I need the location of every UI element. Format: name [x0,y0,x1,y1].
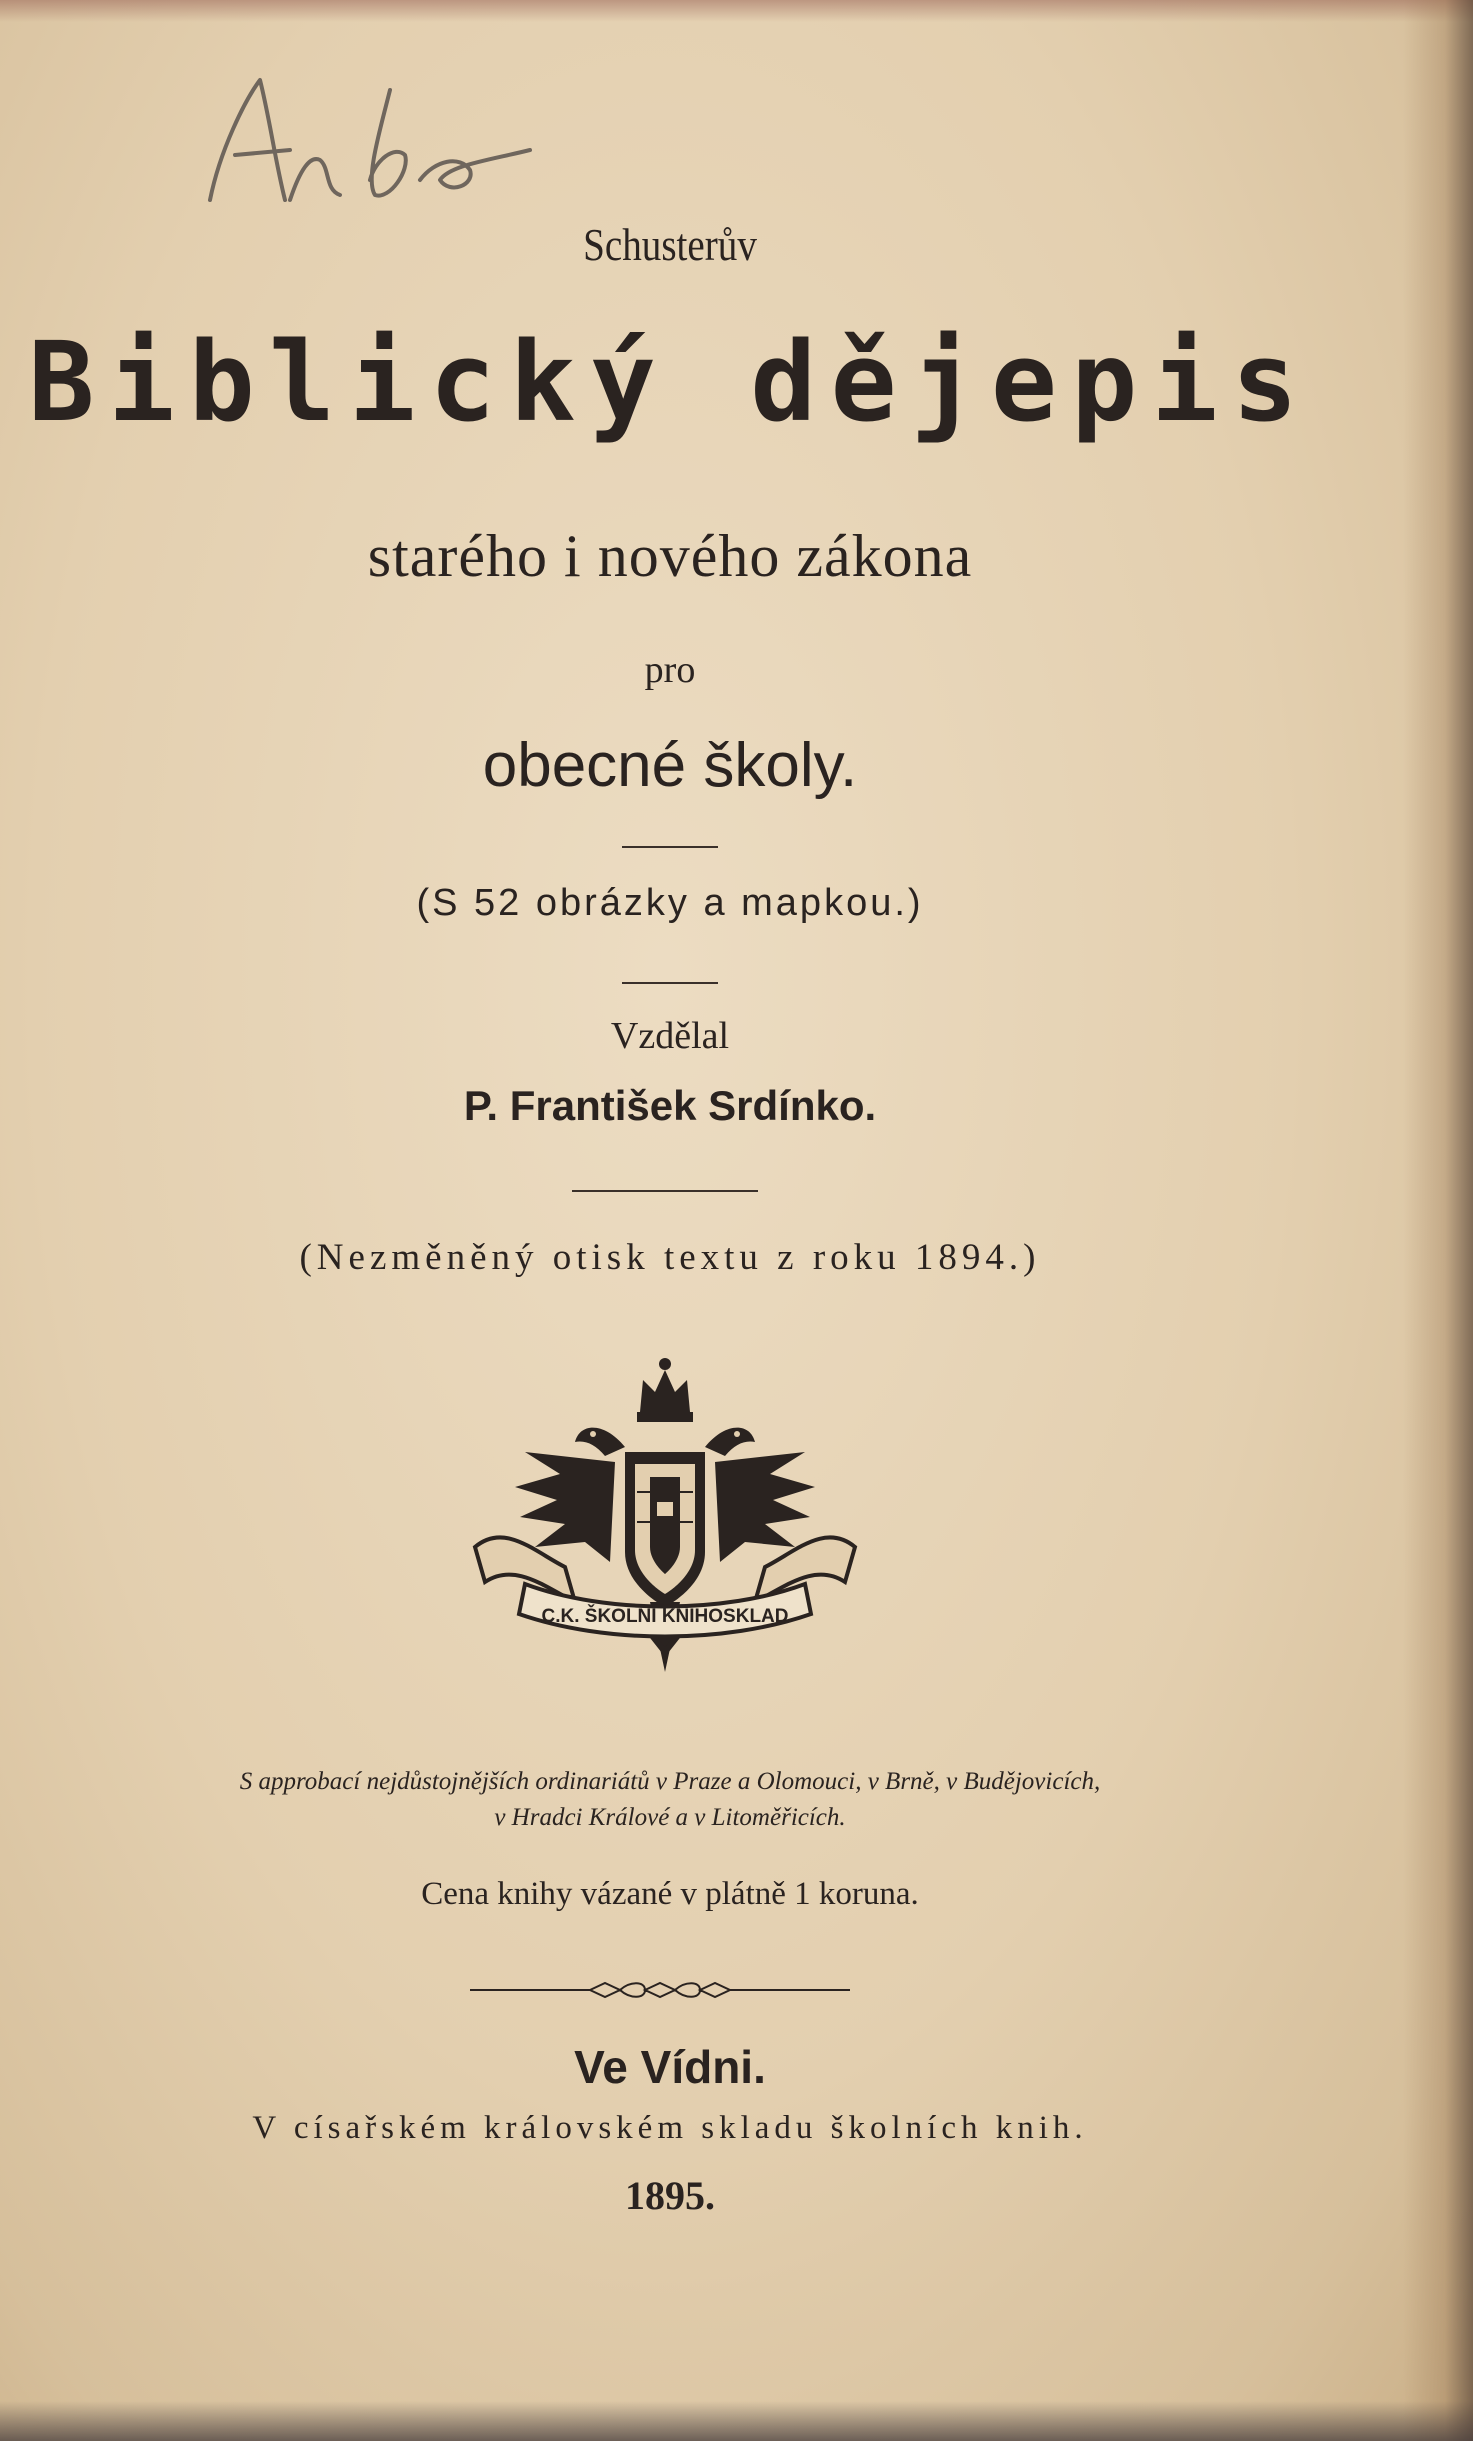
audience-line: obecné školy. [482,731,858,800]
editor-label: Vzdělal [610,1015,730,1057]
publisher-line: V císařském královském skladu školních knih. [252,2110,1088,2146]
imperial-eagle-crest [465,1352,865,1712]
pencil-signature [190,60,550,240]
illustrations-note: (S 52 obrázky a mapkou.) [416,882,924,924]
subtitle-preposition: pro [644,649,696,691]
author-prefix: Schusterův [583,219,757,270]
price-line: Cena knihy vázané v plátně 1 koruna. [421,1876,919,1912]
page-bottom-edge [0,2401,1473,2441]
book-title: Biblický dějepis [28,318,1312,446]
divider-rule [622,846,718,848]
book-subtitle: starého i nového zákona [367,523,973,589]
approval-line-2: v Hradci Králové a v Litoměřicích. [494,1804,846,1831]
approval-line-1: S approbací nejdůstojnějších ordinariátů v Praze a Olomouci, v Brně, v Budějovicích, [239,1768,1101,1795]
editor-name: P. František Srdínko. [463,1082,877,1129]
reprint-note: (Nezměněný otisk textu z roku 1894.) [299,1237,1041,1278]
publication-year: 1895. [625,2173,715,2218]
divider-rule [622,982,718,984]
crest-banner-text: C.K. ŠKOLNÍ KNIHOSKLAD [541,1606,789,1627]
publication-place: Ve Vídni. [574,2041,766,2093]
page-right-edge [1403,0,1473,2441]
divider-rule [572,1190,758,1192]
page-top-edge [0,0,1473,22]
ornamental-divider [470,1975,850,2005]
